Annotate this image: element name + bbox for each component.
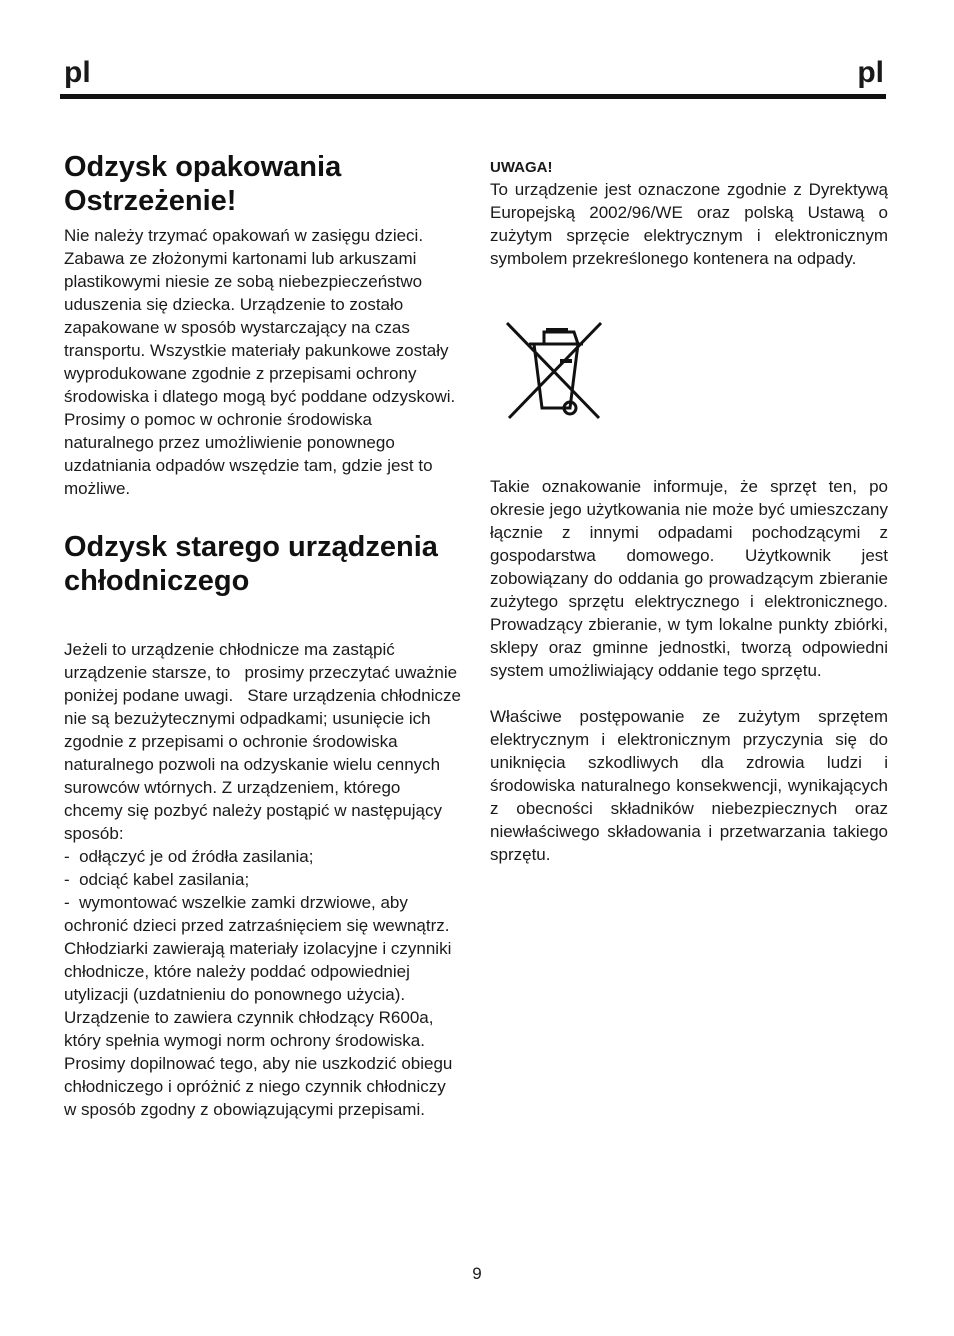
old-appliance-outro: Chłodziarki zawierają materiały izolacyjne i czynniki chłodnicze, które należy poddać odpowiedniej utylizacji (uzdatnieniu do ponownego użycia). Urządzenie to zawiera czynnik chłodzący R600a, który spełnia wymogi norm ochrony środowiska. Prosimy dopilnować tego, aby nie uszkodzić obiegu chłodniczego i opróżnić z niego czynnik chłodniczy w sposób zgodny z obowiązującymi przepisami.	[64, 939, 453, 1119]
weee-paragraph-3: Właściwe postępowanie ze zużytym sprzętem elektrycznym i elektronicznym przyczynia się do uniknięcia szkodliwych dla zdrowia ludzi i środowiska naturalnego konsekwencji, wynikających z obecności składników niebezpiecznych oraz niewłaściwego składowania i przetwarzania takiego sprzętu.	[490, 707, 888, 864]
header-language-right: pl	[857, 56, 884, 89]
crossed-out-wheelie-bin-icon	[504, 320, 604, 425]
warning-label: UWAGA!	[490, 159, 553, 176]
step-item: - odłączyć je od źródła zasilania;	[64, 847, 314, 866]
weee-paragraph-2: Takie oznakowanie informuje, że sprzęt ten, po okresie jego użytkowania nie może być umieszczany łącznie z innymi odpadami pochodzącymi z gospodarstwa domowego. Użytkownik jest zobowiązany do oddania go prowadzącym zbieranie zużytego sprzętu elektrycznego i elektronicznego. Prowadzący zbieranie, w tym lokalne punkty zbiórki, sklepy oraz gminne jednostki, tworzą odpowiedni system umożliwiający oddanie tego sprzętu.	[490, 477, 888, 680]
header-language-left: pl	[64, 56, 91, 89]
packaging-heading: Odzysk opakowania Ostrzeżenie!	[64, 151, 342, 217]
step-item: - odciąć kabel zasilania;	[64, 870, 250, 889]
weee-paragraph-1: To urządzenie jest oznaczone zgodnie z Dyrektywą Europejską 2002/96/WE oraz polską Ustawą o zużytym sprzęcie elektrycznym i elektronicznym symbolem przekreślonego kontenera na odpady.	[490, 180, 888, 268]
header-rule	[60, 94, 886, 99]
packaging-body: Nie należy trzymać opakowań w zasięgu dzieci. Zabawa ze złożonymi kartonami lub arkuszami plastikowymi niesie ze sobą niebezpieczeństwo uduszenia się dziecka. Urządzenie to zostało zapakowane w sposób wystarczający na czas transportu. Wszystkie materiały pakunkowe zostały wyprodukowane zgodnie z przepisami ochrony środowiska i dlatego mogą być poddane odzyskowi. Prosimy o pomoc w ochronie środowiska naturalnego przez umożliwienie ponownego uzdatniania odpadów wszędzie tam, gdzie jest to możliwe.	[64, 226, 456, 498]
right-column	[490, 150, 888, 866]
left-column	[64, 150, 466, 1121]
page-number: 9	[472, 1264, 482, 1283]
step-item: - wymontować wszelkie zamki drzwiowe, aby ochronić dzieci przed zatrzaśnięciem się wewnątrz.	[64, 893, 450, 935]
old-appliance-heading: Odzysk starego urządzenia chłodniczego	[64, 531, 438, 597]
old-appliance-intro: Jeżeli to urządzenie chłodnicze ma zastąpić urządzenie starsze, to prosimy przeczytać uważnie poniżej podane uwagi. Stare urządzenia chłodnicze nie są bezużytecznymi odpadkami; usunięcie ich zgodnie z przepisami o ochronie środowiska naturalnego pozwoli na odzyskanie wielu cennych surowców wtórnych. Z urządzeniem, którego chcemy się pozbyć należy postąpić w następujący sposób:	[64, 640, 466, 843]
